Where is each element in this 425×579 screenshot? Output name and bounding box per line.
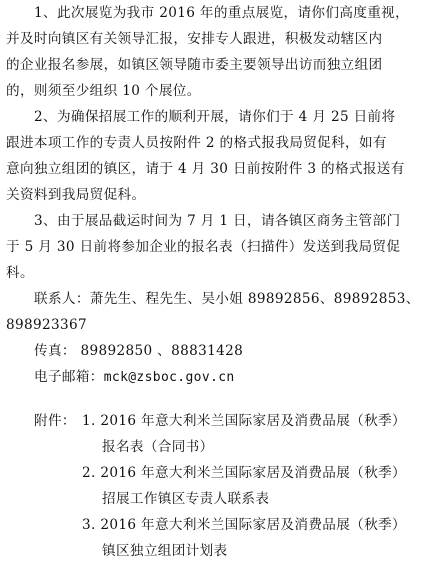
paragraph-3-line-1: 3、由于展品截运时间为 7 月 1 日，请各镇区商务主管部门 bbox=[34, 213, 401, 229]
paragraph-2-line-2: 跟进本项工作的专责人员按附件 2 的格式报我局贸促科，如有 bbox=[6, 135, 387, 151]
paragraph-1-line-1: 1、此次展览为我市 2016 年的重点展览，请你们高度重视， bbox=[34, 5, 410, 21]
paragraph-1-line-3: 的企业报名参展，如镇区领导随市委主要领导出访而独立组团 bbox=[6, 57, 383, 73]
email-label: 电子邮箱： bbox=[34, 369, 104, 385]
paragraph-2-line-1: 2、为确保招展工作的顺利开展，请你们于 4 月 25 日前将 bbox=[34, 109, 396, 125]
email-address: mck@zsboc.gov.cn bbox=[103, 370, 235, 385]
attachment-1-subtitle: 报名表（合同书） bbox=[102, 439, 214, 455]
attachment-2-subtitle: 招展工作镇区专责人联系表 bbox=[102, 491, 270, 507]
paragraph-3-line-3: 科。 bbox=[6, 265, 34, 281]
attachment-1-title: 1. 2016 年意大利米兰国际家居及消费品展（秋季） bbox=[82, 413, 406, 429]
contact-persons-line: 联系人：萧先生、程先生、吴小姐 89892856、89892853、 bbox=[34, 291, 420, 307]
email-line bbox=[34, 368, 235, 387]
attachment-3-title: 3. 2016 年意大利米兰国际家居及消费品展（秋季） bbox=[82, 517, 406, 533]
paragraph-2-line-4: 关资料到我局贸促科。 bbox=[6, 187, 146, 203]
attachment-3-subtitle: 镇区独立组团计划表 bbox=[102, 543, 228, 559]
paragraph-1-line-4: 的，则须至少组织 10 个展位。 bbox=[6, 83, 201, 99]
paragraph-3-line-2: 于 5 月 30 日前将参加企业的报名表（扫描件）发送到我局贸促 bbox=[6, 239, 401, 255]
paragraph-1-line-2: 并及时向镇区有关领导汇报，安排专人跟进，积极发动辖区内 bbox=[6, 31, 383, 47]
paragraph-2-line-3: 意向独立组团的镇区，请于 4 月 30 日前按附件 3 的格式报送有 bbox=[6, 161, 405, 177]
attachment-2-title: 2. 2016 年意大利米兰国际家居及消费品展（秋季） bbox=[82, 465, 406, 481]
fax-line: 传真： 89892850 、88831428 bbox=[34, 343, 244, 359]
attachments-label: 附件： bbox=[34, 413, 76, 429]
contact-phone-continued: 898923367 bbox=[6, 317, 87, 333]
